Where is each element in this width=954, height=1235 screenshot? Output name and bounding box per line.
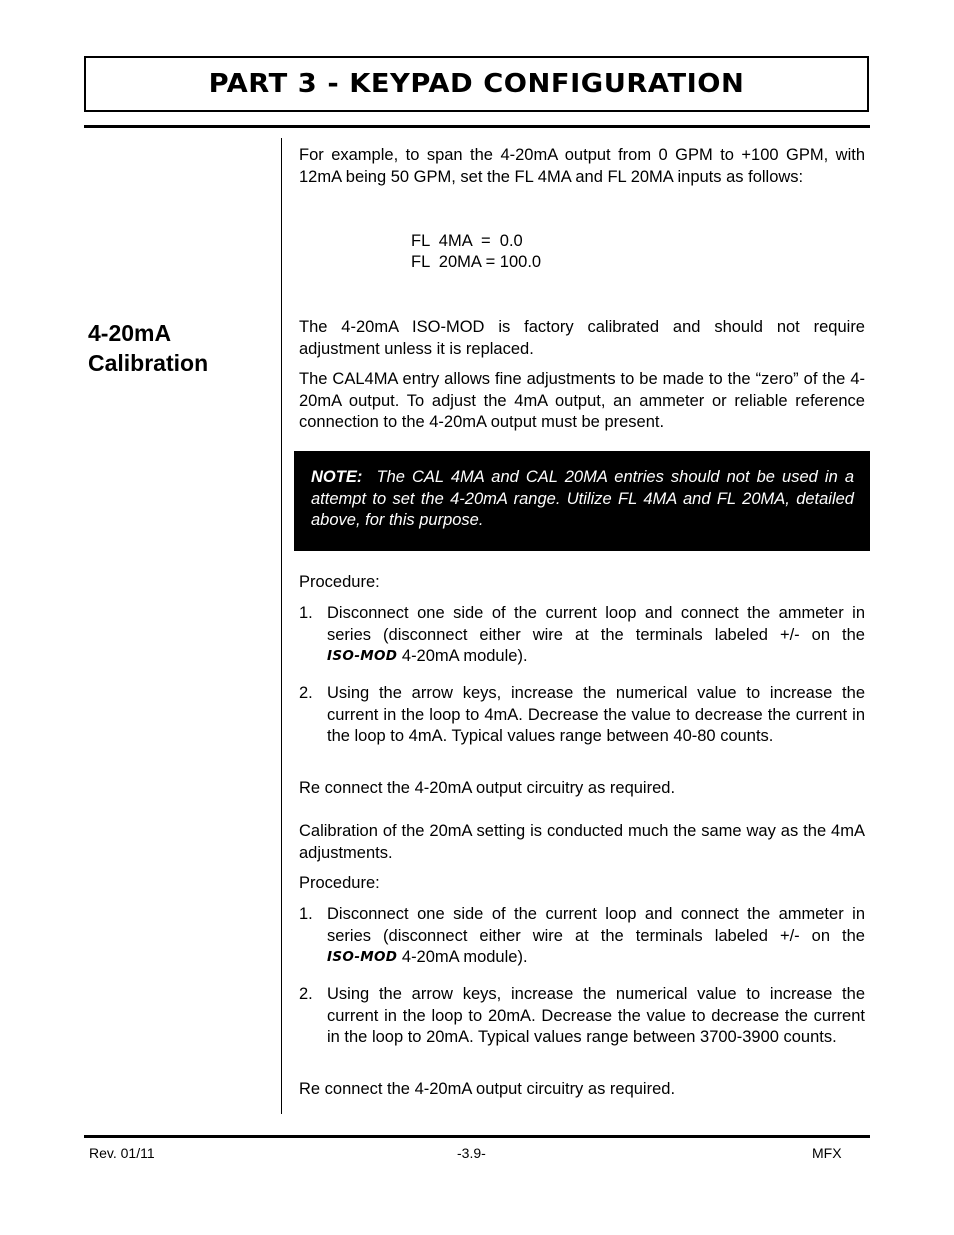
procedure-2-label: Procedure: <box>299 874 380 892</box>
procedure-1-step-2 <box>299 683 865 771</box>
step-text-tail: 4-20mA module). <box>401 647 528 665</box>
calibration-paragraph-1: The 4-20mA ISO-MOD is factory calibrated and should not require adjustment unless it is replaced. <box>299 318 865 358</box>
formula-fl-4ma: FL 4MA = 0.0 <box>411 232 523 250</box>
list-item-text <box>327 904 865 970</box>
list-item-text: Using the arrow keys, increase the numerical value to increase the current in the loop to 4mA. Decrease the value to decrease the current in the loop to 4mA. Typical values range between 40-80 counts. <box>327 684 865 745</box>
calibration-paragraph-2: The CAL4MA entry allows fine adjustments to be made to the “zero” of the 4-20mA output. To adjust the 4mA output, an ammeter or reliable reference connection to the 4-20mA output must be present. <box>299 370 865 431</box>
page-header-box <box>84 56 869 112</box>
section-heading-line-2: Calibration <box>88 350 209 376</box>
list-number: 1. <box>299 604 313 622</box>
list-item-text <box>327 603 865 669</box>
procedure-2-step-1 <box>299 904 865 976</box>
procedure-1-reconnect: Re connect the 4-20mA output circuitry as required. <box>299 779 676 797</box>
page-title: PART 3 - KEYPAD CONFIGURATION <box>208 69 745 99</box>
procedure-2-reconnect: Re connect the 4-20mA output circuitry as required. <box>299 1080 676 1098</box>
iso-mod-logo: ISO-MOD <box>327 648 398 664</box>
intro-paragraph: For example, to span the 4-20mA output from 0 GPM to +100 GPM, with 12mA being 50 GPM, set the FL 4MA and FL 20MA inputs as follows: <box>299 146 865 186</box>
footer-revision: Rev. 01/11 <box>89 1145 155 1161</box>
procedure-1-step-1 <box>299 603 865 675</box>
footer-rule <box>84 1135 870 1138</box>
formula-fl-20ma: FL 20MA = 100.0 <box>411 253 542 271</box>
header-rule <box>84 125 870 128</box>
procedure-2-step-2 <box>299 984 865 1072</box>
procedure-1-label: Procedure: <box>299 573 380 591</box>
note-box <box>294 451 870 551</box>
list-number: 1. <box>299 905 313 923</box>
list-number: 2. <box>299 985 313 1003</box>
footer-page-number: -3.9- <box>457 1145 486 1161</box>
footer-model: MFX <box>812 1145 842 1161</box>
step-text: Disconnect one side of the current loop and connect the ammeter in series (disconnect either wire at the terminals labeled +/- on the <box>327 905 865 945</box>
note-label: NOTE: <box>311 468 363 486</box>
section-heading-line-1: 4-20mA <box>88 320 172 346</box>
step-text-tail: 4-20mA module). <box>401 948 528 966</box>
step-text: Disconnect one side of the current loop and connect the ammeter in series (disconnect either wire at the terminals labeled +/- on the <box>327 604 865 644</box>
section-heading-4-20ma-calibration <box>88 318 268 378</box>
list-number: 2. <box>299 684 313 702</box>
iso-mod-logo: ISO-MOD <box>327 949 398 965</box>
list-item-text: Using the arrow keys, increase the numerical value to increase the current in the loop to 20mA. Decrease the value to decrease the current in the loop to 20mA. Typical values range between 3700-3900 counts. <box>327 985 865 1046</box>
column-divider <box>281 138 282 1114</box>
calibration-20ma-paragraph: Calibration of the 20mA setting is conducted much the same way as the 4mA adjustments. <box>299 822 865 862</box>
note-text: The CAL 4MA and CAL 20MA entries should not be used in a attempt to set the 4-20mA range. Utilize FL 4MA and FL 20MA, detailed above, for this purpose. <box>311 468 854 529</box>
